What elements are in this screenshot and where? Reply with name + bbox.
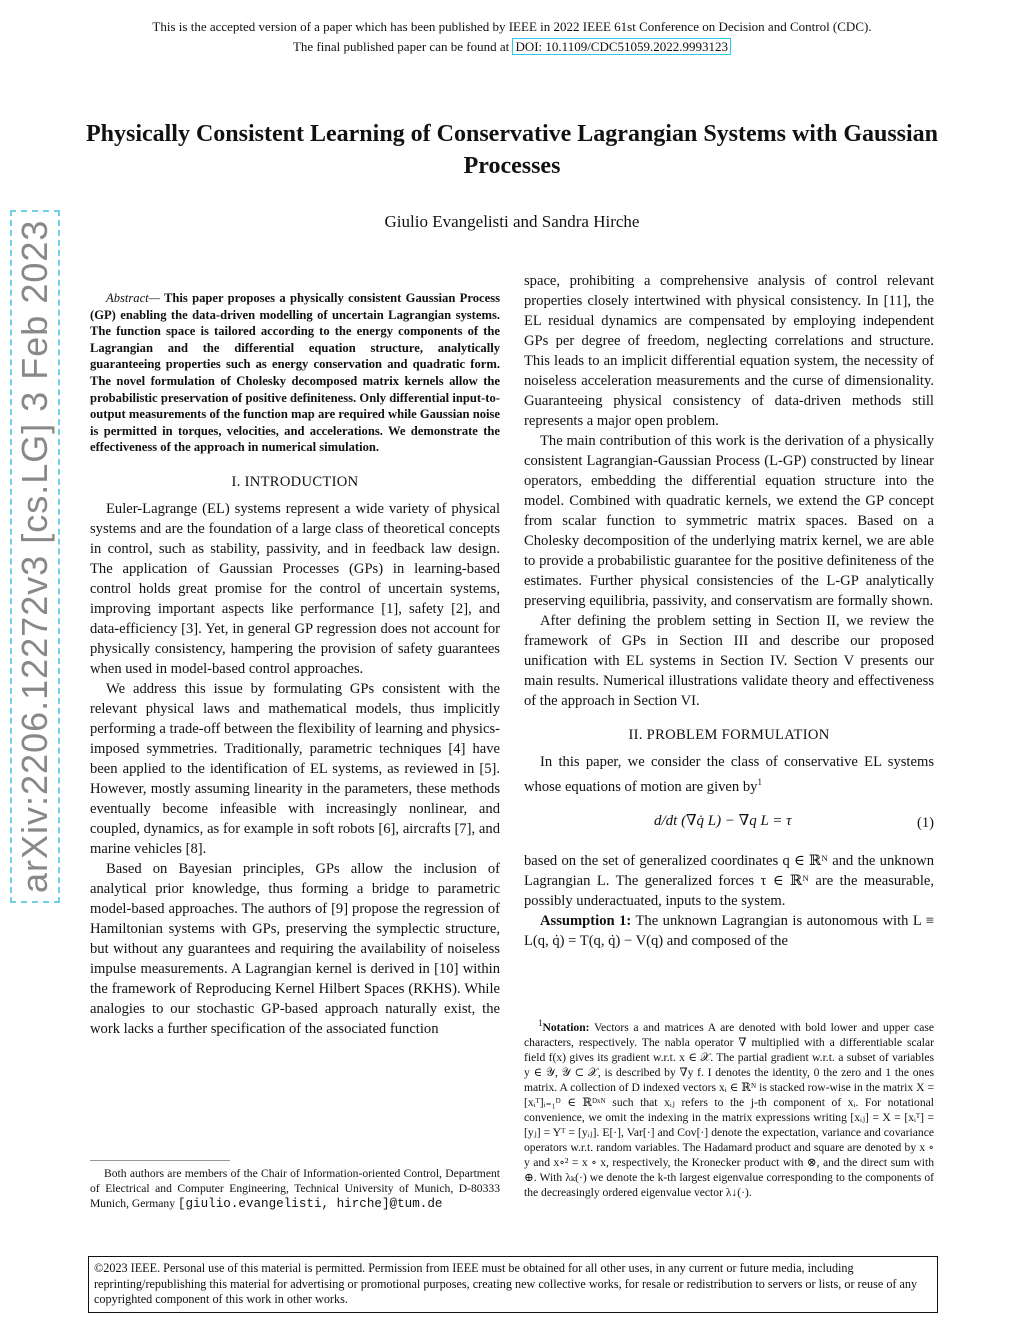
problem-paragraph-1-text: In this paper, we consider the class of conservative EL systems whose equations of motion are given by <box>524 754 934 795</box>
section-heading-introduction: I. INTRODUCTION <box>231 473 359 490</box>
affiliation-footnote <box>90 1166 500 1212</box>
assumption-label: Assumption 1: <box>540 912 632 929</box>
paper-title: Physically Consistent Learning of Conservative Lagrangian Systems with Gaussian Processes <box>85 121 939 179</box>
doi-link[interactable]: DOI: 10.1109/CDC51059.2022.9993123 <box>512 38 731 55</box>
intro-paragraph-1: Euler-Lagrange (EL) systems represent a wide variety of physical systems and are the foundation of a large class of theoretical concepts in control, such as stability, passivity, and in feedback law design. The application of Gaussian Processes (GPs) in learning-based control holds great promise for the control of uncertain systems, improving important aspects like performance [1], safety [2], and data-efficiency [3]. Yet, in general GP regression does not account for physically consistency, hampering the provision of safety guarantees when used in model-based control approaches. <box>90 500 500 677</box>
problem-paragraph-2: based on the set of generalized coordinates q ∈ ℝᴺ and the unknown Lagrangian L. The generalized forces τ ∈ ℝᴺ are the measurable, possibly underactuated, inputs to the system. <box>524 852 934 909</box>
notation-footnote-text <box>524 1016 934 1200</box>
intro-paragraph-5: The main contribution of this work is the derivation of a physically consistent Lagrangian-Gaussian Process (L-GP) constructed by linear operators, embedding the differential equation structure into the model. Combined with quadratic kernels, we extend the GP concept from scalar function to symmetric matrix spaces. Based on a Cholesky decomposition of the underlying matrix kernel, we are able to provide a probabilistic guarantee for the positive definiteness of the estimates. Further physical consistencies of the L-GP analytically preserving equilibria, passivity, and conservatism are formally shown. <box>524 433 934 609</box>
notation-footnote-label: Notation: <box>542 1020 590 1034</box>
section-heading-problem-formulation: II. PROBLEM FORMULATION <box>628 727 830 743</box>
right-column <box>524 271 934 951</box>
footnote-separator <box>90 1160 230 1161</box>
affiliation-body: Both authors are members of the Chair of Information-oriented Control, Department of Electrical and Computer Engineering, Technical University of Munich, D-80333 Munich, Germany <box>90 1167 500 1210</box>
author-email[interactable]: [giulio.evangelisti, hirche]@tum.de <box>177 1197 443 1211</box>
left-column <box>90 290 500 1039</box>
intro-paragraph-4: space, prohibiting a comprehensive analysis of control relevant properties closely intertwined with physical consistency. In [11], the EL residual dynamics are compensated by employing independent GPs per degree of freedom, neglecting correlations and structure. This leads to an implicit differential equation system, the necessity of noiseless acceleration measurements and the curse of dimensionality. Guaranteeing physical consistency of data-driven methods still represents a major open problem. <box>524 273 934 429</box>
equation-1 <box>524 803 934 845</box>
notation-footnote-mark: 1 <box>538 1018 543 1028</box>
intro-paragraph-2: We address this issue by formulating GPs consistent with the relevant physical laws and mathematical models, thus implicitly performing a trade-off between the flexibility of learning and physics-imposed symmetries. Traditionally, parametric techniques [4] have been applied to the identification of EL systems, as reviewed in [5]. However, mostly assuming linearity in the parameters, these methods eventually become infeasible with increasingly nonlinear, and coupled, dynamics, as for example in soft robots [6], aircrafts [7], and marine vehicles [8]. <box>90 680 500 857</box>
assumption-1 <box>524 911 934 951</box>
notice-prefix: The final published paper can be found at <box>292 39 510 54</box>
notation-footnote-body: Vectors a and matrices A are denoted with bold lower and upper case characters, respectively. The nabla operator ∇ multiplied with a differentiable scalar field f(x) gives its gradient w.r.t. x ∈ 𝒳. The partial gradient w.r.t. a subset of variables y ∈ 𝒴, 𝒴 ⊂ 𝒳, is described by ∇y f. I denotes the identity, 0 the zero and 1 the ones matrix. A collection of D indexed vectors xᵢ ∈ ℝᴺ is stacked row-wise in the matrix X = [xᵢᵀ]ᵢ₌₁ᴰ ∈ ℝᴰˣᴺ such that xᵢⱼ refers to the j-th component of xᵢ. For notational convenience, we omit the indexing in the matrix expressions writing [xᵢⱼ] = X = [xᵢᵀ] = [yⱼ] = Yᵀ = [yᵢⱼ]. E[·], Var[·] and Cov[·] denote the expectation, variance and covariance operators w.r.t. random variables. The Hadamard product and square are denoted by x ∘ y and x∘² = x ∘ x, respectively, the Kronecker product with ⊗, and the direct sum with ⊕. With λₖ(·) we denote the k-th largest eigenvalue corresponding to the components of the decreasingly ordered eigenvalue vector λ↓(·). <box>524 1020 934 1199</box>
equation-1-number: (1) <box>916 814 934 831</box>
arxiv-stamp[interactable]: arXiv:2206.12272v3 [cs.LG] 3 Feb 2023 <box>10 210 60 903</box>
notation-footnote <box>524 1016 934 1200</box>
affiliation-text <box>90 1166 500 1212</box>
abstract-label: Abstract— <box>106 291 160 305</box>
footnote-mark-1[interactable]: 1 <box>757 777 762 787</box>
publication-notice-line1: This is the accepted version of a paper which has been published by IEEE in 2022 IEEE 61st Conference on Decision and Control (CDC). <box>152 19 872 34</box>
intro-paragraph-6: After defining the problem setting in Section II, we review the framework of GPs in Section III and describe our proposed unification with EL systems in Section IV. Section V presents our main results. Numerical illustrations validate theory and effectiveness of the approach in Section VI. <box>524 613 934 709</box>
equation-1-body: d/dt (∇q̇ L) − ∇q L = τ <box>654 812 792 829</box>
publication-notice-line2 <box>0 39 1024 55</box>
paper-authors: Giulio Evangelisti and Sandra Hirche <box>384 212 640 231</box>
abstract <box>90 290 500 456</box>
abstract-text: This paper proposes a physically consistent Gaussian Process (GP) enabling the data-driven modelling of uncertain Lagrangian systems. The function space is tailored according to the energy components of the Lagrangian and the differential equation structure, analytically guaranteeing properties such as energy conservation and quadratic form. The novel formulation of Cholesky decomposed matrix kernels allow the probabilistic preservation of positive definiteness. Only differential input-to-output measurements of the function map are required while Gaussian noise is permitted in torques, velocities, and accelerations. We demonstrate the effectiveness of the approach in numerical simulation. <box>90 291 501 455</box>
copyright-notice: ©2023 IEEE. Personal use of this material is permitted. Permission from IEEE must be obtained for all other uses, in any current or future media, including reprinting/republishing this material for advertising or promotional purposes, creating new collective works, for resale or redistribution to servers or lists, or reuse of any copyrighted component of this work in other works. <box>88 1256 938 1313</box>
assumption-text: The unknown Lagrangian is autonomous with L ≡ L(q, q̇) = T(q, q̇) − V(q) and composed of the <box>524 912 935 949</box>
problem-paragraph-1 <box>524 752 934 797</box>
intro-paragraph-3: Based on Bayesian principles, GPs allow the inclusion of analytical prior knowledge, thus forming a bridge to parametric model-based approaches. The authors of [9] propose the regression of Hamiltonian systems with GPs, preserving the symplectic structure, but without any guarantees and requiring the availability of noiseless impulse measurements. A Lagrangian kernel is derived in [10] within the framework of Reproducing Kernel Hilbert Spaces (RKHS). While analogies to our stochastic GP-based approach naturally exist, the work lacks a further specification of the associated function <box>90 860 500 1037</box>
